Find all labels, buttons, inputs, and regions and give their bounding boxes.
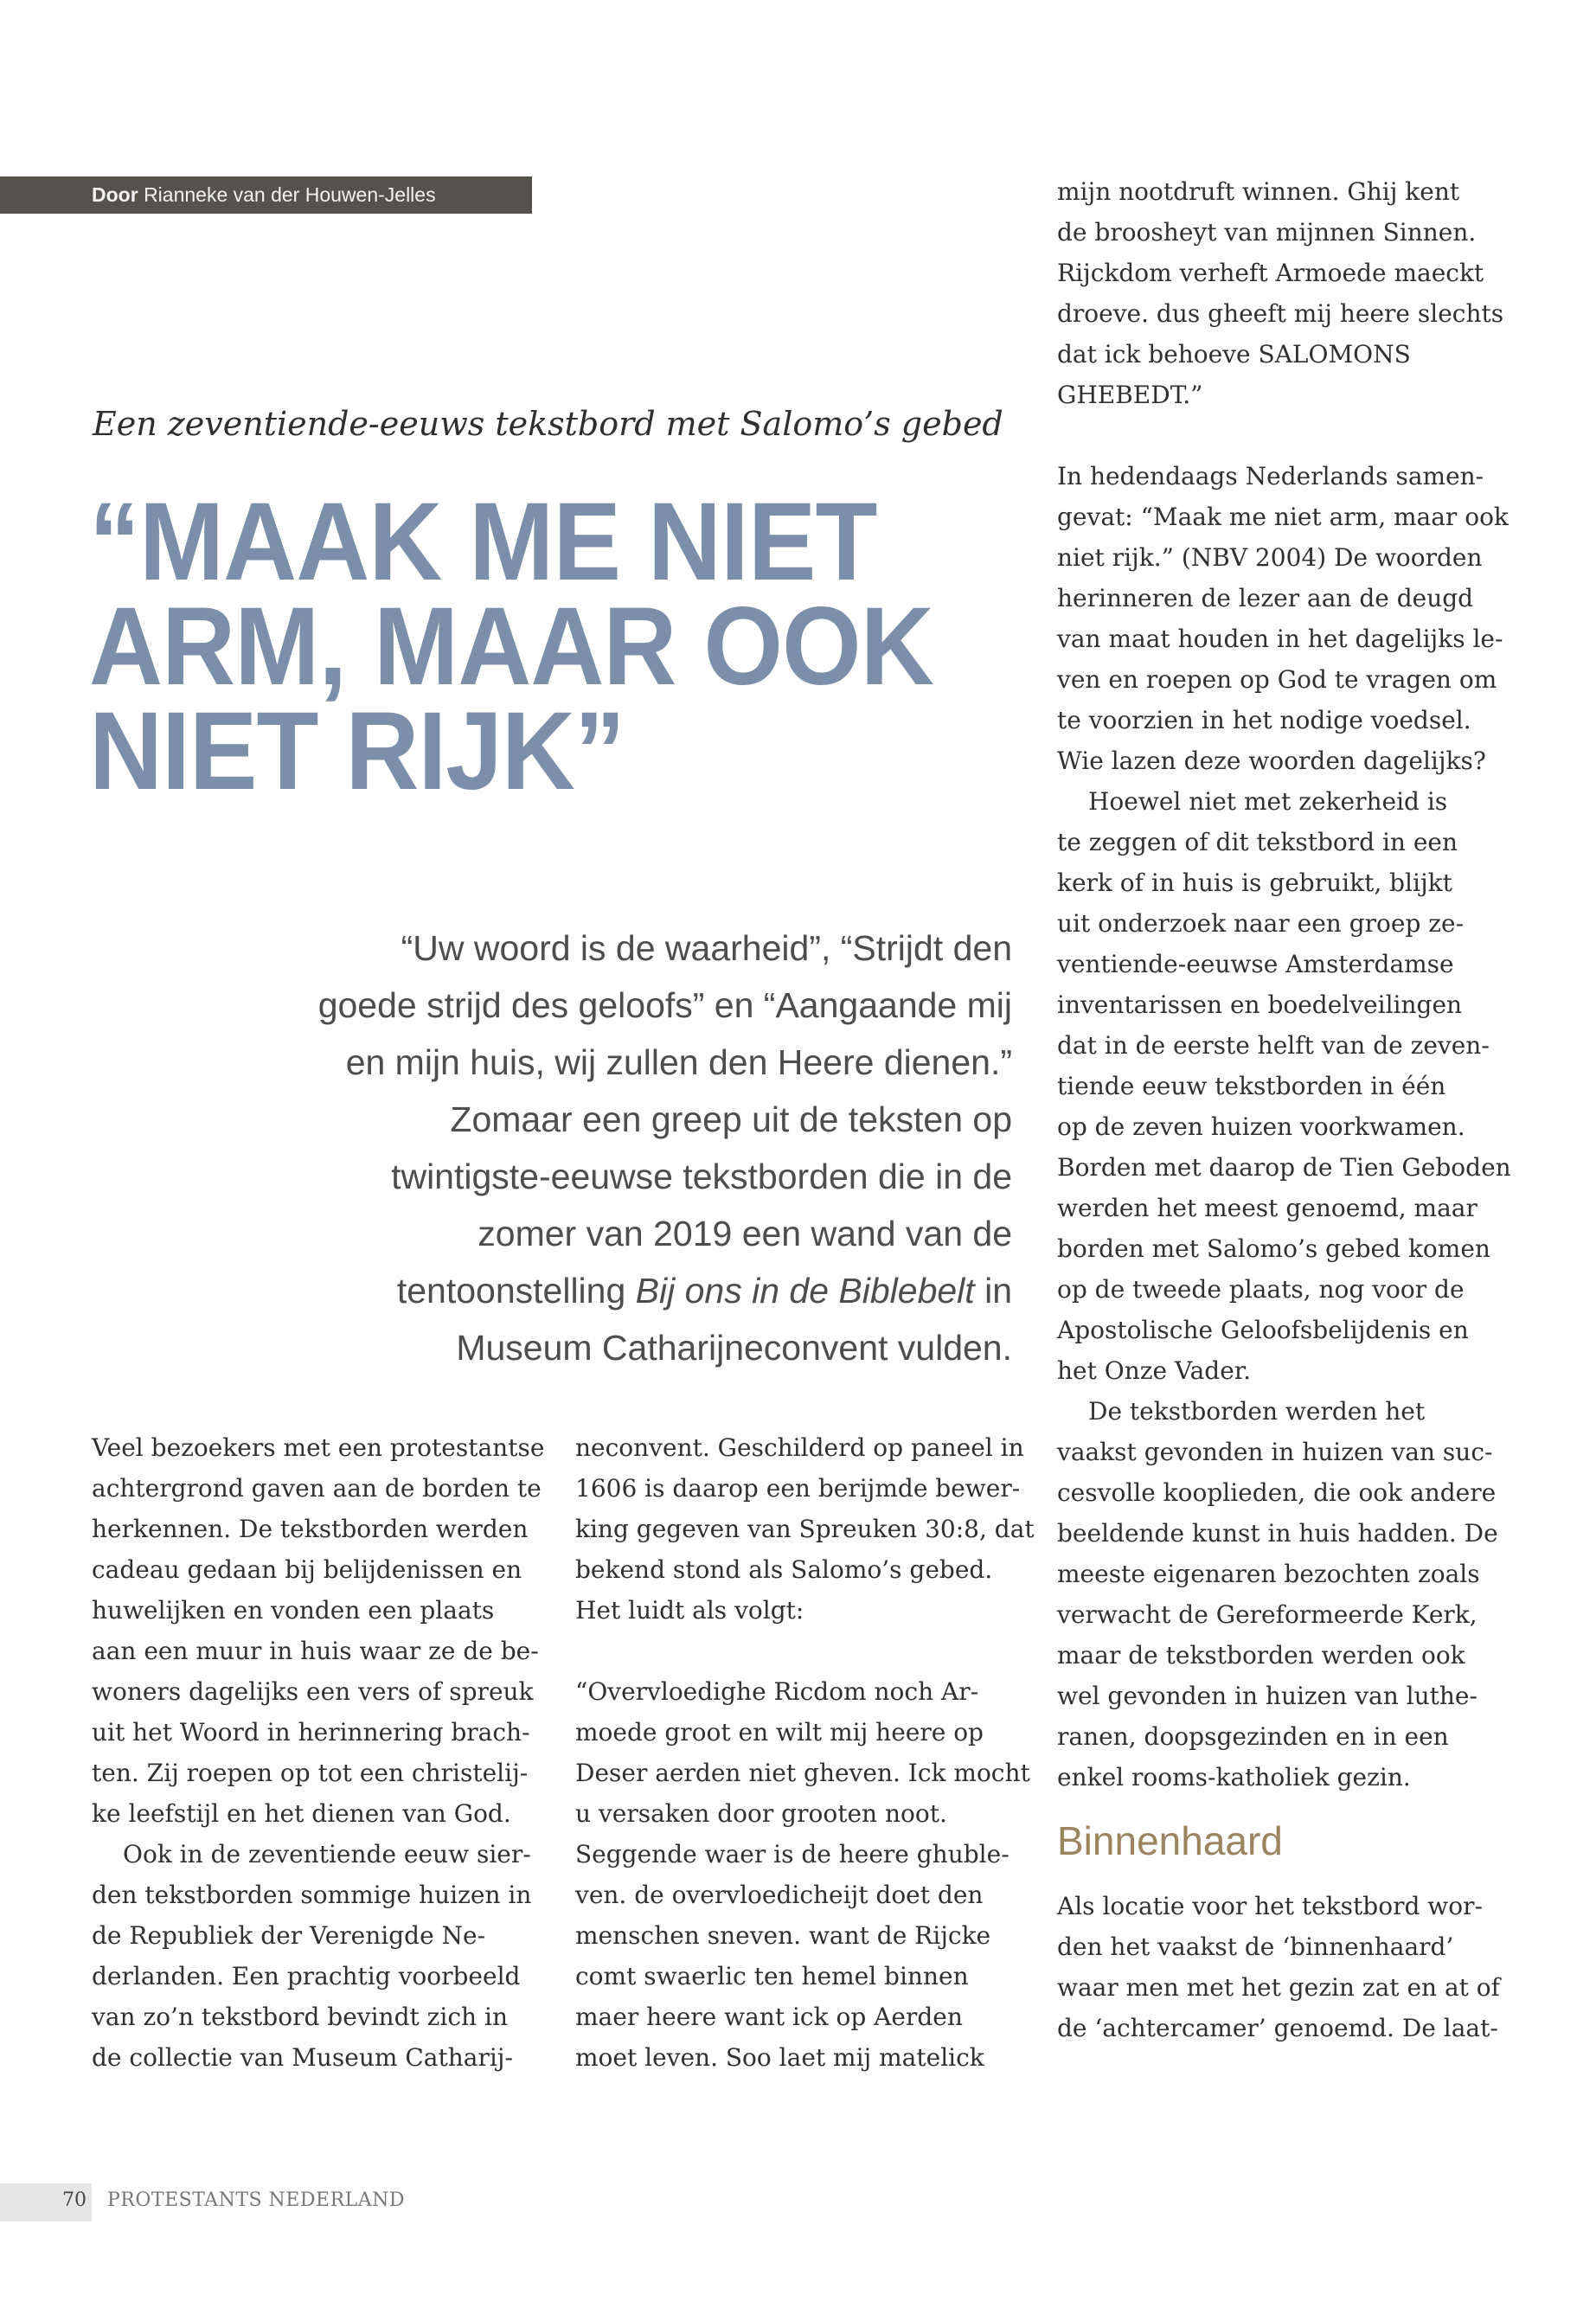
text-line: 1606 is daarop een berijmde bewer- <box>575 1474 1021 1503</box>
headline-line: ARM, MAAR OOK <box>89 585 933 708</box>
text-line: cadeau gedaan bij belijdenissen en <box>92 1555 522 1584</box>
quote-line: “Overvloedighe Ricdom noch Ar- <box>575 1677 979 1706</box>
text-line: De tekstborden werden het <box>1088 1397 1426 1426</box>
text-line: op de zeven huizen voorkwamen. <box>1057 1112 1465 1141</box>
text-line: bekend stond als Salomo’s gebed. <box>575 1555 993 1584</box>
quote-line: Rijckdom verheft Armoede maeckt <box>1057 259 1484 287</box>
text-line: de Republiek der Verenigde Ne- <box>92 1921 486 1950</box>
text-line: den tekstborden sommige huizen in <box>92 1881 532 1909</box>
text-line: werden het meest genoemd, maar <box>1057 1194 1477 1222</box>
text-line: waar men met het gezin zat en at of <box>1057 1973 1501 2002</box>
byline-prefix: Door <box>92 183 138 206</box>
text-line: huwelijken en vonden een plaats <box>92 1596 495 1625</box>
text-line: In hedendaags Nederlands samen- <box>1057 462 1484 490</box>
text-line: verwacht de Gereformeerde Kerk, <box>1057 1600 1477 1629</box>
quote-line: moet leven. Soo laet mij matelick <box>575 2043 984 2072</box>
kicker: Een zeventiende-eeuws tekstbord met Salomo’s gebed <box>93 405 1003 443</box>
text-line: herinneren de lezer aan de deugd <box>1057 584 1474 612</box>
text-line: Wie lazen deze woorden dagelijks? <box>1057 747 1486 775</box>
text-line: achtergrond gaven aan de borden te <box>92 1474 542 1503</box>
column-3 <box>1057 171 1524 2048</box>
text-line: tiende eeuw tekstborden in één <box>1057 1072 1446 1100</box>
text-line: inventarissen en boedelveilingen <box>1057 990 1463 1019</box>
text-line: Hoewel niet met zekerheid is <box>1088 787 1448 816</box>
text-line: cesvolle kooplieden, die ook andere <box>1057 1478 1497 1507</box>
quote-line: Seggende waer is de heere ghuble- <box>575 1840 1010 1868</box>
text-line: herkennen. De tekstborden werden <box>92 1515 529 1543</box>
text-line: ten. Zij roepen op tot een christelij- <box>92 1759 529 1787</box>
paragraph-gap <box>1057 415 1524 456</box>
text-line: king gegeven van Spreuken 30:8, dat <box>575 1515 1035 1543</box>
quote-line: mijn nootdruft winnen. Ghij kent <box>1057 177 1460 206</box>
publication-name: PROTESTANTS NEDERLAND <box>107 2189 406 2211</box>
byline-author: Rianneke van der Houwen-Jelles <box>144 183 436 206</box>
text-line: kerk of in huis is gebruikt, blijkt <box>1057 868 1452 897</box>
text-line: op de tweede plaats, nog voor de <box>1057 1275 1465 1304</box>
quote-line: moede groot en wilt mij heere op <box>575 1718 984 1747</box>
text-line: het Onze Vader. <box>1057 1356 1252 1385</box>
text-line: neconvent. Geschilderd op paneel in <box>575 1433 1024 1462</box>
headline-line: NIET RIJK” <box>89 689 625 813</box>
text-line: wel gevonden in huizen van luthe- <box>1057 1682 1477 1710</box>
quote-line: ven. de overvloedicheijt doet den <box>575 1881 984 1909</box>
lead-text: in Museum Catharijneconvent vulden. <box>456 1271 1012 1368</box>
text-line: maar de tekstborden werden ook <box>1057 1641 1465 1670</box>
text-line: aan een muur in huis waar ze de be- <box>92 1637 539 1665</box>
lead-paragraph <box>311 920 1012 1376</box>
exhibition-title: Bij ons in de Biblebelt <box>635 1271 975 1311</box>
quote-line: de broosheyt van mijnnen Sinnen. <box>1057 218 1477 247</box>
text-line: de collectie van Museum Catharij- <box>92 2043 513 2072</box>
text-line: meeste eigenaren bezochten zoals <box>1057 1560 1480 1588</box>
byline <box>0 176 532 214</box>
text-line: vaakst gevonden in huizen van suc- <box>1057 1438 1493 1466</box>
text-line: enkel rooms-katholiek gezin. <box>1057 1763 1411 1791</box>
quote-line: comt swaerlic ten hemel binnen <box>575 1962 969 1990</box>
text-line: Als locatie voor het tekstbord wor- <box>1057 1892 1483 1920</box>
quote-line: Deser aerden niet gheven. Ick mocht <box>575 1759 1030 1787</box>
text-line: ke leefstijl en het dienen van God. <box>92 1799 511 1828</box>
text-line: Ook in de zeventiende eeuw sier- <box>123 1840 531 1868</box>
text-line: ventiende-eeuwse Amsterdamse <box>1057 950 1454 978</box>
text-line: Apostolische Geloofsbelijdenis en <box>1057 1316 1469 1344</box>
paragraph-gap <box>575 1631 1025 1671</box>
text-line: uit het Woord in herinnering brach- <box>92 1718 530 1747</box>
headline-line: “MAAK ME NIET <box>89 480 877 604</box>
text-line: ven en roepen op God te vragen om <box>1057 665 1497 694</box>
text-line: niet rijk.” (NBV 2004) De woorden <box>1057 543 1483 572</box>
quote-line: u versaken door grooten noot. <box>575 1799 947 1828</box>
headline <box>89 480 965 813</box>
quote-line: GHEBEDT.” <box>1057 381 1203 409</box>
text-line: te voorzien in het nodige voedsel. <box>1057 706 1471 734</box>
text-line: dat in de eerste helft van de zeven- <box>1057 1031 1490 1060</box>
text-line: woners dagelijks een vers of spreuk <box>92 1677 534 1706</box>
text-line: ranen, doopsgezinden en in een <box>1057 1722 1449 1751</box>
section-heading: Binnenhaard <box>1057 1818 1283 1863</box>
text-line: uit onderzoek naar een groep ze- <box>1057 909 1465 938</box>
quote-line: droeve. dus gheeft mij heere slechts <box>1057 299 1504 328</box>
text-line: den het vaakst de ‘binnenhaard’ <box>1057 1932 1454 1961</box>
column-1 <box>92 1427 545 2078</box>
text-line: van maat houden in het dagelijks le- <box>1057 625 1503 653</box>
text-line: de ‘achtercamer’ genoemd. De laat- <box>1057 2014 1498 2042</box>
lead-text: “Uw woord is de waarheid”, “Strijdt den goede strijd des geloofs” en “Aangaande mij en mijn huis, wij zullen den Heere dienen.” Zomaar een greep uit de teksten op twintigste-eeuwse tekstborden die in de zomer van 2019 een wand van de tentoonstelling <box>317 928 1012 1311</box>
text-line: Veel bezoekers met een protestantse <box>92 1433 545 1462</box>
text-line: te zeggen of dit tekstbord in een <box>1057 828 1458 856</box>
column-2 <box>575 1427 1035 2078</box>
text-line: Het luidt als volgt: <box>575 1596 804 1625</box>
text-line: beeldende kunst in huis hadden. De <box>1057 1519 1498 1548</box>
quote-line: menschen sneven. want de Rijcke <box>575 1921 991 1950</box>
quote-line: maer heere want ick op Aerden <box>575 2003 963 2031</box>
text-line: Borden met daarop de Tien Geboden <box>1057 1153 1511 1182</box>
text-line: gevat: “Maak me niet arm, maar ook <box>1057 503 1509 531</box>
text-line: derlanden. Een prachtig voorbeeld <box>92 1962 521 1990</box>
page-number: 70 <box>62 2189 87 2211</box>
text-line: van zo’n tekstbord bevindt zich in <box>92 2003 508 2031</box>
text-line: borden met Salomo’s gebed komen <box>1057 1234 1490 1263</box>
quote-line: dat ick behoeve SALOMONS <box>1057 340 1411 369</box>
